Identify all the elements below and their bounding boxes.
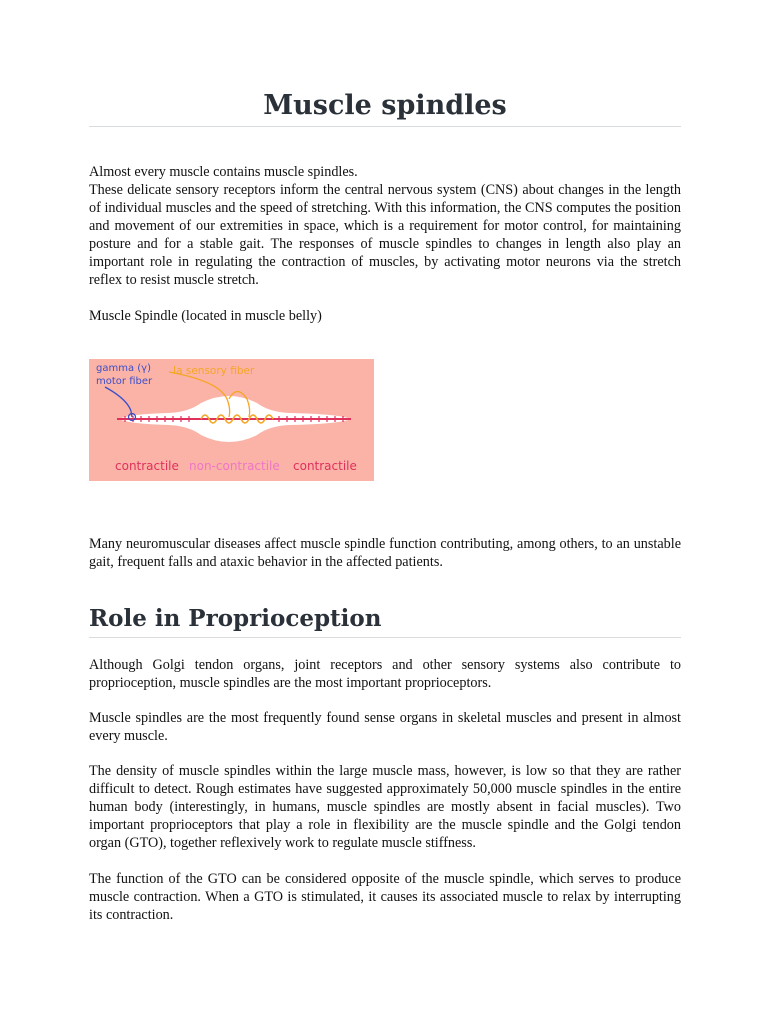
proprioception-paragraph-4: The function of the GTO can be considered opposite of the muscle spindle, which serves to produce muscle contraction. When a GTO is stimulated, it causes its associated muscle to relax by interrupting its contraction. [89,871,681,923]
gamma-label-line1: gamma (γ) [96,363,151,374]
contractile-left-label: contractile [115,459,179,473]
non-contractile-label: non-contractile [189,459,280,473]
title-divider [89,126,681,127]
figure-caption: Muscle Spindle (located in muscle belly) [89,308,322,324]
gamma-label-line2: motor fiber [96,376,153,387]
diseases-paragraph: Many neuromuscular diseases affect muscle spindle function contributing, among others, to an unstable gait, frequent falls and ataxic behavior in the affected patients. [89,536,681,570]
section-heading-proprioception: Role in Proprioception [89,605,382,632]
section-divider [89,637,681,638]
proprioception-paragraph-1: Although Golgi tendon organs, joint receptors and other sensory systems also contribute to proprioception, muscle spindles are the most important proprioceptors. [89,657,681,691]
gamma-fiber-line [105,387,132,417]
proprioception-paragraph-2: Muscle spindles are the most frequently found sense organs in skeletal muscles and present in almost every muscle. [89,710,681,744]
contractile-right-label: contractile [293,459,357,473]
muscle-spindle-diagram [89,359,374,481]
intro-paragraph-2: These delicate sensory receptors inform the central nervous system (CNS) about changes in the length of individual muscles and the speed of stretching. With this information, the CNS computes the position and movement of our extremities in space, which is a requirement for motor control, for maintaining posture and for a stable gait. The responses of muscle spindles to changes in length also play an important role in regulating the contraction of muscles, by activating motor neurons via the stretch reflex to resist muscle stretch. [89,182,681,288]
muscle-spindle-figure [89,359,374,481]
proprioception-paragraph-3: The density of muscle spindles within the large muscle mass, however, is low so that they are rather difficult to detect. Rough estimates have suggested approximately 50,000 muscle spindles in the entire human body (interestingly, in humans, muscle spindles are mostly absent in facial muscles). Two important proprioceptors that play a role in flexibility are the muscle spindle and the Golgi tendon organ (GTO), together reflexively work to regulate muscle stiffness. [89,763,681,851]
page-title: Muscle spindles [263,90,507,121]
ia-sensory-label: Ia sensory fiber [173,365,255,377]
intro-paragraph-1: Almost every muscle contains muscle spindles. [89,164,358,180]
